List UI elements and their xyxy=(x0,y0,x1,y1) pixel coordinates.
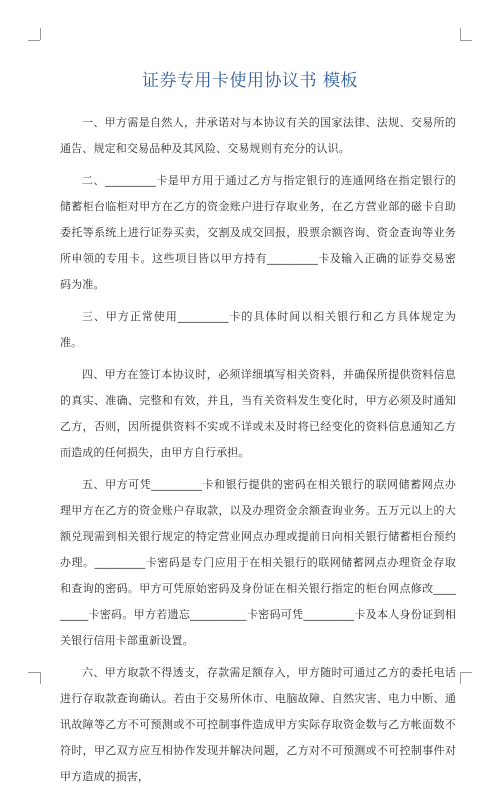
document-title: 证券专用卡使用协议书 模板 xyxy=(142,71,358,91)
clause-1: 一、甲方需是自然人，并承诺对与本协议有关的国家法律、法规、交易所的通告、规定和交易品种及其风险、交易规则有充分的认识。 xyxy=(60,116,456,155)
crop-mark-bottom-left xyxy=(28,672,40,673)
crop-mark-top-right xyxy=(460,40,472,41)
clause-3: 三、甲方正常使用_________卡的具体时间以相关银行和乙方具体规定为准。 xyxy=(60,310,456,349)
clause-4: 四、甲方在签订本协议时，必须详细填写相关资料，并确保所提供资料信息的真实、准确、完整和有效，并且，当有关资料发生变化时，甲方必须及时通知乙方，否则，因所提供资料不实或不详或未及时将已经变化的资料信息通知乙方而造成的任何损失，由甲方自行承担。 xyxy=(60,368,456,459)
crop-mark-bottom-left xyxy=(40,672,41,684)
clause-6: 六、甲方取款不得透支，存款需足额存入，甲方随时可通过乙方的委托电话进行存取款查询确认。若由于交易所休市、电脑故障、自然灾害、电力中断、通讯故障等乙方不可预测或不可控制事件造成甲方实际存取资金数与乙方帐面数不符时，甲乙双方应互相协作发现并解决问题，乙方对不可预测或不可控制事件对甲方造成的损害， xyxy=(60,666,456,783)
crop-mark-top-right xyxy=(460,28,461,40)
document-body xyxy=(60,110,456,796)
crop-mark-bottom-right xyxy=(460,672,472,673)
clause-2: 二、_________卡是甲方用于通过乙方与指定银行的连通网络在指定银行的储蓄柜台临柜对甲方在乙方的资金账户进行存取业务，在乙方营业部的磁卡自助委托等系统上进行证券买卖，交割及成交回报，股票余额咨询、资金查询等业务所申领的专用卡。这些项目皆以甲方持有_________卡及输入正确的证券交易密码为准。 xyxy=(60,174,456,291)
crop-mark-top-left xyxy=(28,40,40,41)
clause-5: 五、甲方可凭_________卡和银行提供的密码在相关银行的联网储蓄网点办理甲方在乙方的资金账户存取款，以及办理资金余额查询业务。五万元以上的大额兑现需到相关银行规定的特定营业网点办理或提前日向相关银行储蓄柜台预约办理。_________卡密码是专门应用于在相关银行的联网储蓄网点办理资金存取和查询的密码。甲方可凭原始密码及身份证在相关银行指定的柜台网点修改_________卡密码。甲方若遗忘__________卡密码可凭_________卡及本人身份证到相关银行信用卡部重新设置。 xyxy=(60,478,456,647)
crop-mark-top-left xyxy=(40,28,41,40)
crop-mark-bottom-right xyxy=(460,672,461,684)
